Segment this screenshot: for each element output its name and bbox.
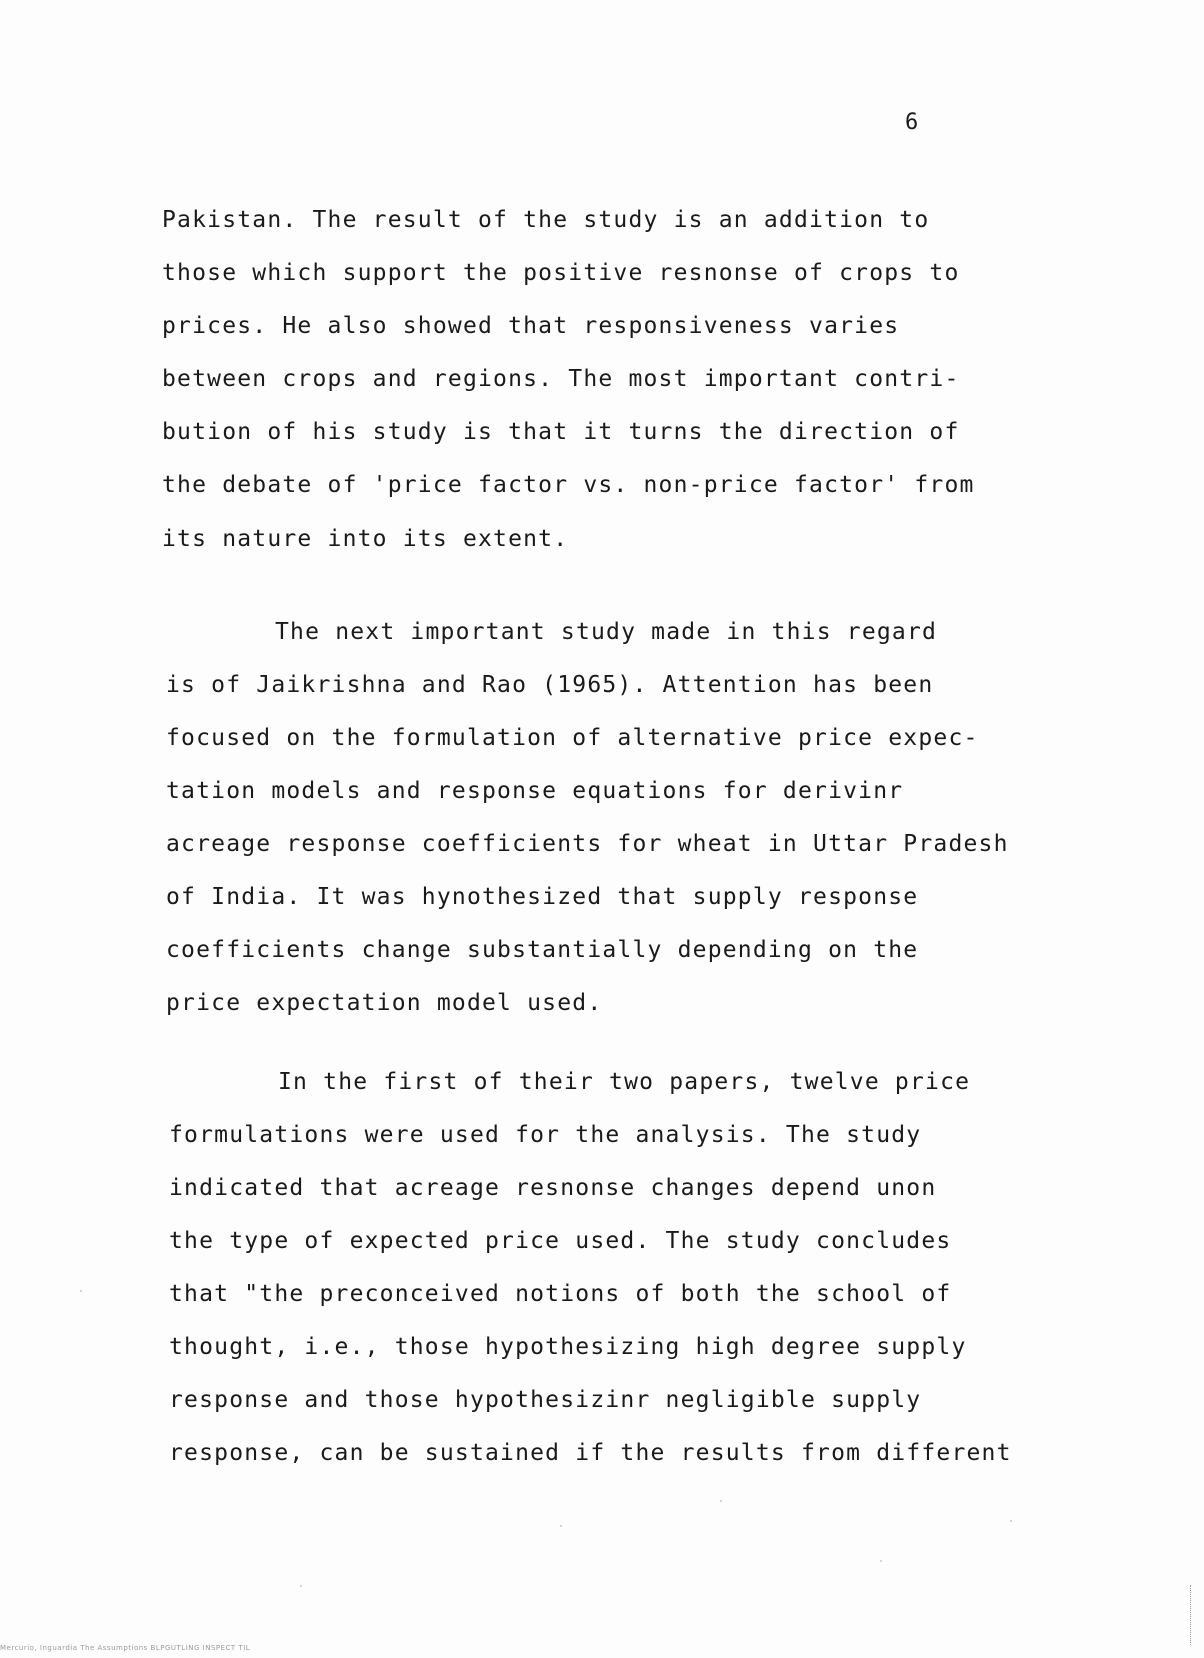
scan-edge-mark — [1190, 1585, 1192, 1645]
page-number: 6 — [905, 110, 920, 135]
text-line: between crops and regions. The most important contri- — [162, 366, 960, 392]
text-line: Pakistan. The result of the study is an addition to — [162, 207, 930, 233]
text-line: those which support the positive resnonse of crops to — [162, 260, 960, 286]
text-line: prices. He also showed that responsiveness varies — [162, 313, 900, 339]
scan-speck — [880, 1560, 882, 1562]
text-line: price expectation model used. — [166, 990, 603, 1016]
text-line: response, can be sustained if the results from different — [169, 1440, 1012, 1466]
scan-speck — [720, 1500, 722, 1502]
scan-speck — [1010, 1520, 1012, 1522]
text-line: of India. It was hynothesized that supply response — [166, 884, 919, 910]
text-line: response and those hypothesizinr negligible supply — [169, 1387, 922, 1413]
text-line: is of Jaikrishna and Rao (1965). Attention has been — [166, 672, 934, 698]
scan-speck — [300, 1585, 302, 1587]
text-line: acreage response coefficients for wheat in Uttar Pradesh — [166, 831, 1009, 857]
text-line: indicated that acreage resnonse changes depend unon — [169, 1175, 937, 1201]
text-line: tation models and response equations for derivinr — [166, 778, 904, 804]
text-line: that "the preconceived notions of both the school of — [169, 1281, 952, 1307]
text-line: focused on the formulation of alternative price expec- — [166, 725, 979, 751]
text-line: bution of his study is that it turns the direction of — [162, 419, 960, 445]
text-line: In the first of their two papers, twelve price — [278, 1069, 971, 1095]
scan-speck — [560, 1525, 562, 1527]
text-line: The next important study made in this regard — [275, 619, 938, 645]
scan-speck — [80, 1290, 82, 1292]
scan-footer: Mercurio, Inguardia The Assumptions BLPGUTLING INSPECT TIL — [0, 1644, 251, 1652]
text-line: the type of expected price used. The study concludes — [169, 1228, 952, 1254]
text-line: formulations were used for the analysis. The study — [169, 1122, 922, 1148]
text-line: coefficients change substantially depending on the — [166, 937, 919, 963]
text-line: its nature into its extent. — [162, 526, 569, 552]
text-line: the debate of 'price factor vs. non-price factor' from — [162, 472, 975, 498]
text-line: thought, i.e., those hypothesizing high degree supply — [169, 1334, 967, 1360]
